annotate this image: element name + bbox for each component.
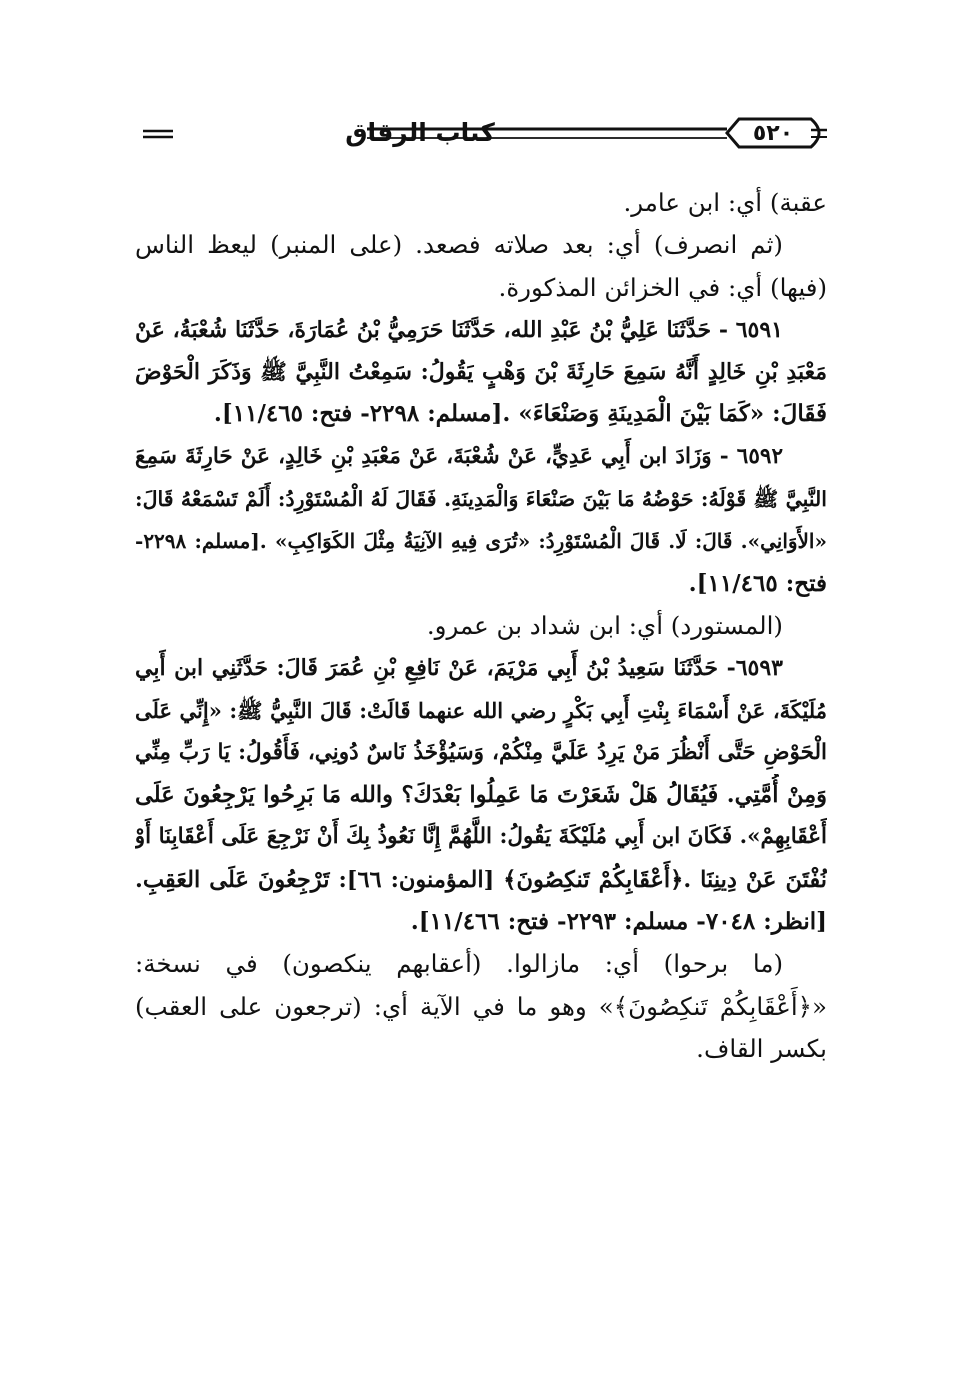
hadith-text-line: ٦٥٩١ - حَدَّثَنَا عَلِيُّ بْنُ عَبْدِ الله، حَدَّثَنَا حَرَمِيُّ بْنُ عُمَارَةَ، حَدَّثَنَا شُعْبَةُ، عَنْ	[135, 316, 783, 343]
commentary-text-line: (ثم انصرف) أي: بعد صلاته فصعد. (على المنبر) ليعظ الناس	[135, 230, 783, 260]
hadith-text-line: الْحَوْضِ حَتَّى أَنْظُرَ مَنْ يَرِدُ عَلَيَّ مِنْكُمْ، وَسَيُؤْخَذُ نَاسٌ دُونِي، فَأَقُولُ: يَا رَبِّ مِنِّي	[135, 739, 827, 765]
hadith-text-line: ٦٥٩٢ - وَزَادَ ابن أَبِي عَدِيٍّ، عَنْ شُعْبَةَ، عَنْ مَعْبَدِ بْنِ خَالِدٍ، عَنْ حَارِثَةَ سَمِعَ	[135, 443, 783, 469]
commentary-text-line: (فيها) أي: في الخزائن المذكورة.	[498, 272, 827, 302]
book-title: كتاب الرقاق	[345, 118, 495, 147]
commentary-text-line: (المستورد) أي: ابن شداد بن عمرو.	[426, 610, 783, 640]
hadith-text-line: فَقَالَ: «كَمَا بَيْنَ الْمَدِينَةِ وَصَنْعَاءَ» .[مسلم: ٢٢٩٨- فتح: ١١/٤٦٥].	[213, 400, 827, 428]
hadith-text-line: فتح: ١١/٤٦٥].	[688, 569, 827, 597]
hadith-text-line: نُفْتَنَ عَنْ دِينِنَا .﴿أَعْقَابِكُمْ تَنكِصُونَ﴾ [المؤمنون: ٦٦]: تَرْجِعُونَ عَلَى العَقِبِ.	[135, 866, 827, 893]
hadith-text-line: أَعْقَابِهِمْ». فَكَانَ ابن أَبِي مُلَيْكَةَ يَقُولُ: اللَّهُمَّ إِنَّا نَعُوذُ بِكَ أَنْ نَرْجِعَ عَلَى أَعْقَابِنَا أَوْ	[135, 824, 827, 850]
commentary-text-line: بكسر القاف.	[696, 1033, 827, 1063]
hadith-text-line: ٦٥٩٣- حَدَّثَنَا سَعِيدُ بْنُ أَبِي مَرْيَمَ، عَنْ نَافِعِ بْنِ عُمَرَ قَالَ: حَدَّثَنِي ابن أَبِي	[135, 655, 783, 682]
commentary-text-line: (ما برحوا) أي: مازالوا. (أعقابهم ينكصون) في نسخة:	[135, 949, 783, 979]
hadith-text-line: النَّبِيَّ ﷺ قَوْلَهُ: حَوْضُهُ مَا بَيْنَ صَنْعَاءَ وَالْمَدِينَةِ. فَقَالَ لَهُ الْمُسْتَوْرِدُ: أَلَمْ تَسْمَعْهُ قَالَ:	[135, 487, 827, 512]
commentary-text-line: «﴿أَعْقَابِكُمْ تَنكِصُونَ﴾» وهو ما في الآية أي: (ترجعون على العقب)	[135, 991, 827, 1021]
page-header	[135, 112, 827, 156]
page-body	[135, 182, 827, 1070]
hadith-text-line: [انظر: ٧٠٤٨- مسلم: ٢٢٩٣- فتح: ١١/٤٦٦].	[410, 908, 827, 936]
page-number: ٥٢٠	[752, 121, 794, 146]
hadith-text-line: مَعْبَدِ بْنِ خَالِدٍ أَنَّهُ سَمِعَ حَارِثَةَ بْنَ وَهْبٍ يَقُولُ: سَمِعْتُ النَّبِيَّ ﷺ وَذَكَرَ الْحَوْضَ	[135, 359, 827, 386]
hadith-text-line: «الأَوَانِي». قَالَ: لَا. قَالَ الْمُسْتَوْرِدُ: «تُرَى فِيهِ الآنِيَةُ مِثْلَ الكَوَاكِبِ» .[مسلم: ٢٢٩٨-	[135, 529, 827, 554]
hadith-text-line: مُلَيْكَةَ، عَنْ أَسْمَاءَ بِنْتِ أَبِي بَكْرٍ رضي الله عنهما قَالَتْ: قَالَ النَّبِيُّ ﷺ: «إِنِّي عَلَى	[135, 697, 827, 723]
commentary-text-line: عقبة) أي: ابن عامر.	[623, 188, 827, 217]
hadith-text-line: وَمِنْ أُمَّتِي. فَيُقَالُ هَلْ شَعَرْتَ مَا عَمِلُوا بَعْدَكَ؟ والله مَا بَرِحُوا يَرْجِعُونَ عَلَى	[135, 782, 827, 809]
